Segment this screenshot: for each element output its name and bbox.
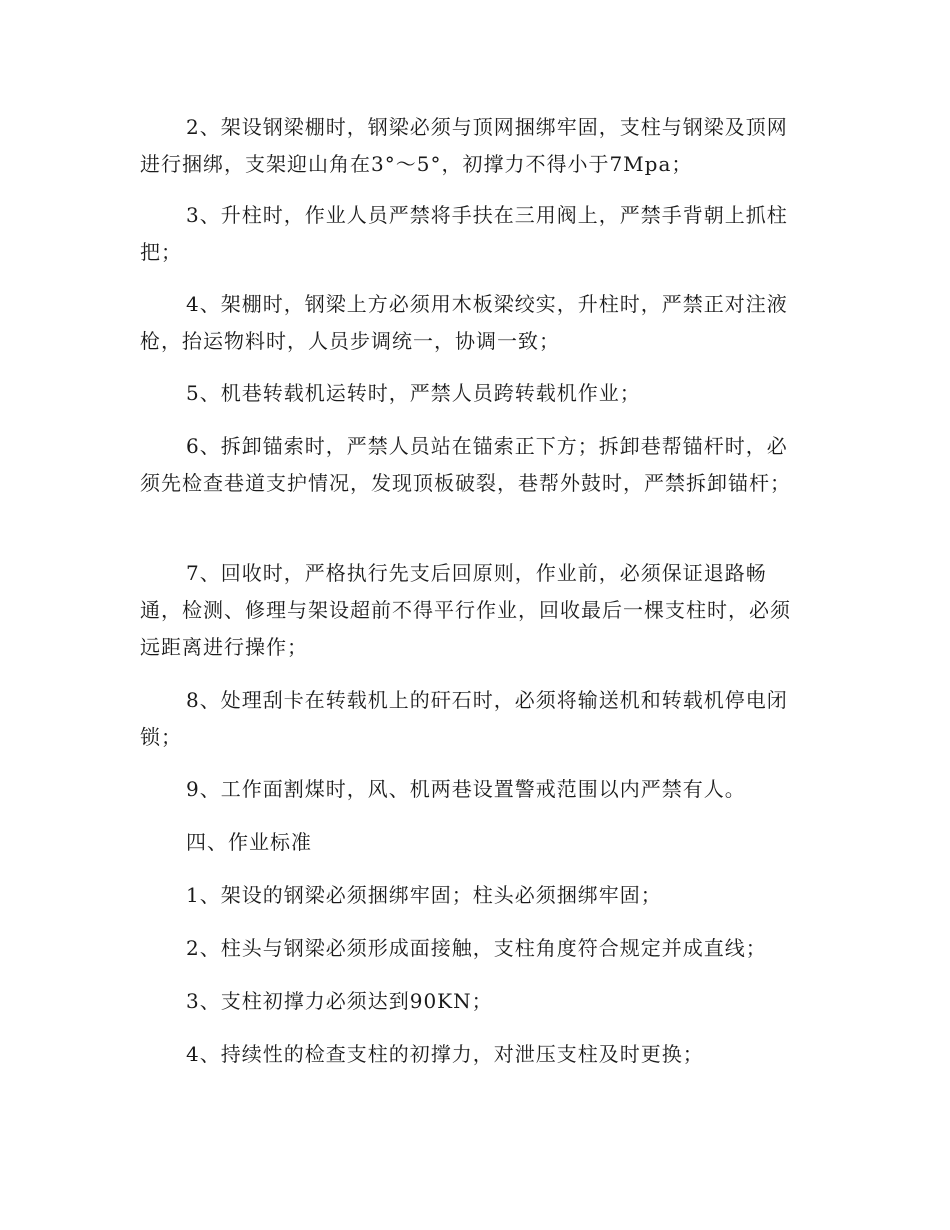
standard-item-2: 2、柱头与钢梁必须形成面接触，支柱角度符合规定并成直线； xyxy=(186,936,767,960)
paragraph-item-5-conveyor: 5、机巷转载机运转时，严禁人员跨转载机作业； xyxy=(186,381,641,405)
section-heading-work-standard: 四、作业标准 xyxy=(186,830,312,854)
paragraph-item-8-gangue: 8、处理刮卡在转载机上的矸石时，必须将输送机和转载机停电闭锁； xyxy=(140,688,788,749)
standard-item-3: 3、支柱初撑力必须达到90KN； xyxy=(186,989,493,1013)
paragraph-item-2-steel-beam: 2、架设钢梁棚时，钢梁必须与顶网捆绑牢固，支柱与钢梁及顶网进行捆绑，支架迎山角在3°～5°，初撑力不得小于7Mpa； xyxy=(140,115,788,176)
standard-item-1: 1、架设的钢梁必须捆绑牢固；柱头必须捆绑牢固； xyxy=(186,883,662,907)
standard-item-4: 4、持续性的检查支柱的初撑力，对泄压支柱及时更换； xyxy=(186,1042,704,1066)
paragraph-item-7-recovery: 7、回收时，严格执行先支后回原则，作业前，必须保证退路畅通，检测、修理与架设超前不得平行作业，回收最后一棵支柱时，必须远距离进行操作； xyxy=(140,561,791,659)
paragraph-item-6-anchor-cable: 6、拆卸锚索时，严禁人员站在锚索正下方；拆卸巷帮锚杆时，必须先检查巷道支护情况，发现顶板破裂，巷帮外鼓时，严禁拆卸锚杆； xyxy=(140,434,791,495)
paragraph-item-3-raise-prop: 3、升柱时，作业人员严禁将手扶在三用阀上，严禁手背朝上抓柱把； xyxy=(140,203,788,264)
paragraph-item-4-shed: 4、架棚时，钢梁上方必须用木板梁绞实，升柱时，严禁正对注液枪，抬运物料时，人员步调统一，协调一致； xyxy=(140,292,788,353)
paragraph-item-9-coal-cutting: 9、工作面割煤时，风、机两巷设置警戒范围以内严禁有人。 xyxy=(186,777,746,801)
